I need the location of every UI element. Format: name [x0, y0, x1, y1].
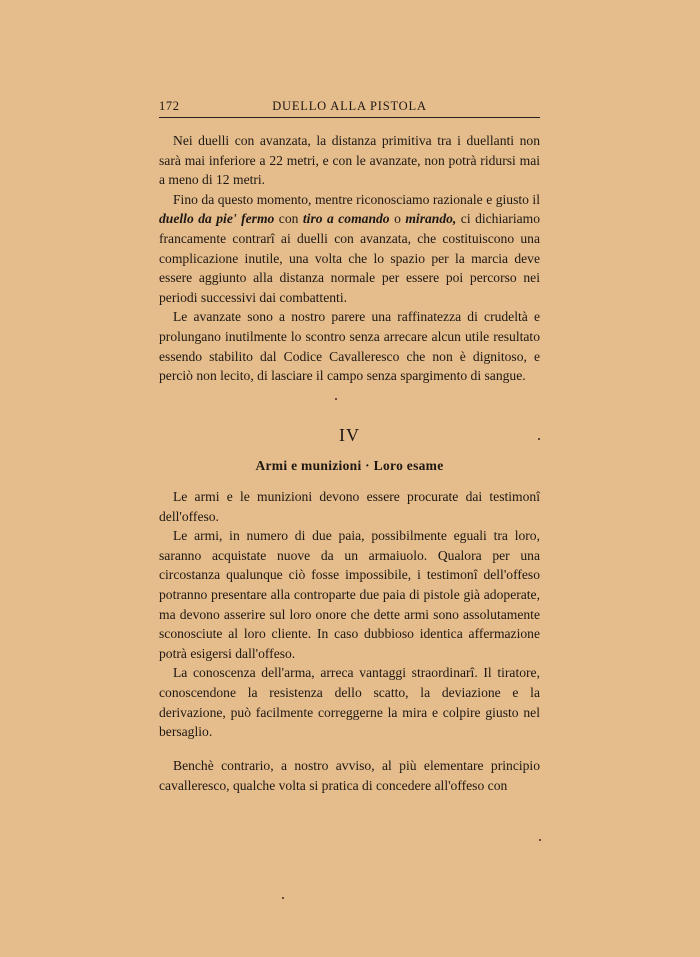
- paper-speck: [538, 438, 540, 440]
- page-number: 172: [159, 99, 180, 113]
- running-title: DUELLO ALLA PISTOLA: [272, 99, 427, 113]
- header-rule: [159, 117, 540, 118]
- section-number: IV: [339, 425, 360, 445]
- paragraph-opinion-part-b: con: [274, 211, 303, 227]
- emphasis-duello-da-pie-fermo: duello da pie' fermo: [159, 211, 275, 227]
- paragraph-distance: Nei duelli con avanzata, la distanza primitiva tra i duellanti non sarà mai inferiore a 22 metri, e con le avanzate, non potrà ridursi mai a meno di 12 metri.: [159, 133, 540, 188]
- text-block-arms: [159, 487, 540, 742]
- paragraph-opinion: [159, 190, 540, 308]
- paragraph-arms-purchase: Le armi, in numero di due paia, possibilmente eguali tra loro, saranno acquistate nuove da un armaiuolo. Qualora per una circostanza qualunque ciò fosse impossibile, i testimonî dell'offeso potranno presentare alla controparte due paia di pistole già adoperate, ma devono asserire sul loro onore che dette armi sono assolutamente sconosciute al loro cliente. In caso dubbioso identica affermazione potrà esigersi dall'offeso.: [159, 528, 540, 661]
- paper-speck: [539, 839, 541, 841]
- text-block-distance: [159, 131, 540, 386]
- text-block-concession: [159, 756, 540, 795]
- paragraph-opinion-part-d: ci dichiariamo francamente contrarî ai duelli con avanzata, che costituiscono una complicazione inutile, una volta che lo spazio per la marcia deve essere aggiunto alla distanza normale per essere poi percorso nei periodi successivi dai combattenti.: [159, 211, 541, 305]
- paragraph-concession: Benchè contrario, a nostro avviso, al più elementare principio cavalleresco, qualche volta si pratica di concedere all'offeso con: [159, 758, 540, 793]
- section-title: Armi e munizioni · Loro esame: [255, 458, 444, 473]
- paragraph-opinion-part-a: Fino da questo momento, mentre riconosciamo razionale e giusto il: [173, 191, 540, 207]
- paragraph-opinion-part-c: o: [389, 211, 406, 227]
- paper-speck: [335, 398, 337, 400]
- page-header: [159, 97, 540, 117]
- paragraph-avanzate: Le avanzate sono a nostro parere una raffinatezza di crudeltà e prolungano inutilmente lo scontro senza arrecare alcun utile resultato essendo stabilito dal Codice Cavalleresco che non è dignitoso, e perciò non lecito, di lasciare il campo senza spargimento di sangue.: [159, 309, 540, 384]
- paper-speck: [282, 897, 284, 899]
- paragraph-procurement: Le armi e le munizioni devono essere procurate dai testimonî dell'offeso.: [159, 489, 540, 524]
- emphasis-mirando: mirando,: [405, 211, 457, 227]
- emphasis-tiro-a-comando: tiro a comando: [302, 211, 390, 227]
- paragraph-knowledge: La conoscenza dell'arma, arreca vantaggi straordinarî. Il tiratore, conoscendone la resistenza dello scatto, la deviazione e la derivazione, può facilmente correggerne la mira e colpire giusto nel bersaglio.: [159, 665, 540, 740]
